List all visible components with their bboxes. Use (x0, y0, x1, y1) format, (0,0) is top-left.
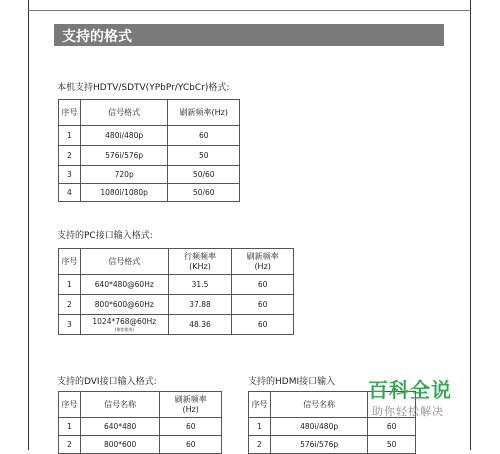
table-header: 序号 (59, 249, 81, 275)
table-cell: 60 (232, 315, 294, 335)
page-right-border (470, 0, 471, 450)
table-cell: 800*600 (80, 436, 160, 454)
table-cell: 640*480 (80, 418, 160, 436)
table-cell: 48.36 (168, 315, 232, 335)
header-line: 刷新频率 (174, 394, 207, 404)
table-cell: 3 (59, 315, 81, 335)
table-header: 序号 (249, 392, 271, 418)
header-line: 行频频率 (184, 251, 217, 261)
table-row (59, 436, 222, 454)
dvi-format-table (58, 391, 222, 454)
table-header (160, 392, 222, 418)
table-cell: 1080i/1080p (80, 184, 168, 202)
section1-caption: 本机支持HDTV/SDTV(YPbPr/YCbCr)格式: (57, 83, 230, 93)
table-cell: 1 (59, 275, 81, 295)
page-title: 支持的格式 (62, 29, 132, 45)
table-cell: 60 (168, 126, 240, 146)
table-cell: 480i/480p (270, 418, 367, 436)
table-header: 刷新频率(Hz) (168, 100, 240, 126)
section2-caption: 支持的PC接口输入格式: (57, 231, 153, 241)
table-cell: 50 (168, 146, 240, 166)
table-row (59, 295, 294, 315)
table-cell: 60 (232, 295, 294, 315)
recommended-note: (推荐使用) (114, 327, 134, 332)
section3-caption: 支持的DVI接口输入格式: (57, 377, 157, 387)
table-row (59, 315, 294, 335)
table-cell: 4 (59, 184, 81, 202)
table-cell: 2 (59, 295, 81, 315)
table-header (232, 249, 294, 275)
header-unit: (Hz) (254, 261, 271, 271)
table-cell: 480i/480p (80, 126, 168, 146)
table-row (59, 126, 240, 146)
header-unit: (Hz) (182, 404, 199, 414)
table-row (249, 418, 416, 436)
table-header: 信号名称 (80, 392, 160, 418)
table-cell: 50 (368, 436, 416, 454)
table-cell: 60 (160, 436, 222, 454)
table-cell: 1 (249, 418, 271, 436)
title-bar (54, 24, 444, 46)
header-unit: (KHz) (189, 261, 211, 271)
table-cell: 2 (249, 436, 271, 454)
table-cell: 576i/576p (270, 436, 367, 454)
table-cell: 60 (160, 418, 222, 436)
header-line: 刷新频率 (246, 251, 279, 261)
table-cell: 3 (59, 166, 81, 184)
table-row (249, 436, 416, 454)
table-cell: 2 (59, 436, 81, 454)
table-cell: 576i/576p (80, 146, 168, 166)
table-row (59, 275, 294, 295)
table-cell: 800*600@60Hz (80, 295, 168, 315)
table-header (168, 249, 232, 275)
table-row (59, 418, 222, 436)
table-row (59, 166, 240, 184)
signal-format: 1024*768@60Hz (92, 317, 157, 326)
pc-format-table (58, 248, 294, 335)
table-header: 信号格式 (80, 100, 168, 126)
table-cell: 640*480@60Hz (80, 275, 168, 295)
watermark-logo-text: 百科全说 (368, 378, 452, 402)
page-top-border (28, 10, 471, 11)
table-cell: 720p (80, 166, 168, 184)
table-cell: 1 (59, 418, 81, 436)
table-header: 信号名称 (270, 392, 367, 418)
watermark-slogan: 助你轻松解决 (372, 405, 444, 418)
section4-caption: 支持的HDMI接口输入 (248, 377, 336, 387)
table-header: 序号 (59, 392, 81, 418)
table-cell (80, 315, 168, 335)
table-cell: 50/60 (168, 184, 240, 202)
table-cell: 60 (232, 275, 294, 295)
hdtv-format-table (58, 99, 240, 202)
table-row (59, 184, 240, 202)
table-row (59, 146, 240, 166)
table-cell: 31.5 (168, 275, 232, 295)
table-header: 信号格式 (80, 249, 168, 275)
table-cell: 60 (368, 418, 416, 436)
page-left-border (28, 0, 29, 450)
table-cell: 1 (59, 126, 81, 146)
table-cell: 37.88 (168, 295, 232, 315)
table-cell: 50/60 (168, 166, 240, 184)
table-header: 序号 (59, 100, 81, 126)
table-cell: 2 (59, 146, 81, 166)
